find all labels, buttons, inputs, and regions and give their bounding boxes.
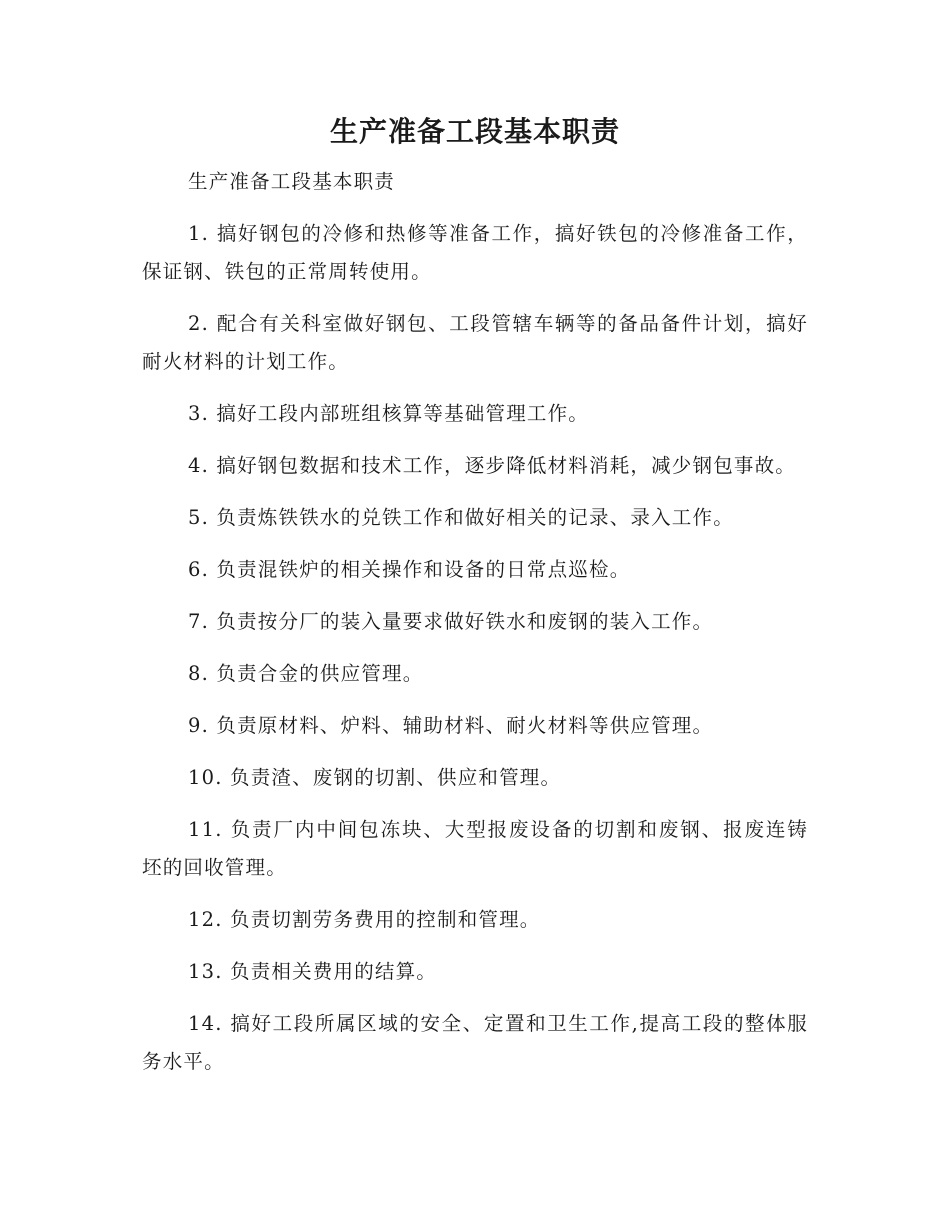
- document-body: [142, 163, 808, 1095]
- document-title: 生产准备工段基本职责: [329, 115, 620, 148]
- duty-item-12: 12. 负责切割劳务费用的控制和管理。: [188, 908, 541, 931]
- document-subtitle: 生产准备工段基本职责: [188, 170, 396, 193]
- duty-item-8: 8. 负责合金的供应管理。: [188, 662, 424, 685]
- duty-item-4: 4. 搞好钢包数据和技术工作，逐步降低材料消耗，减少钢包事故。: [188, 454, 797, 477]
- duty-item-14: 14. 搞好工段所属区域的安全、定置和卫生工作,提高工段的整体服务水平。: [142, 1012, 808, 1073]
- duty-item-6: 6. 负责混铁炉的相关操作和设备的日常点巡检。: [188, 558, 631, 581]
- duty-item-3: 3. 搞好工段内部班组核算等基础管理工作。: [188, 402, 590, 425]
- duty-item-1: 1. 搞好钢包的冷修和热修等准备工作，搞好铁包的冷修准备工作，保证钢、铁包的正常周转使用。: [142, 222, 808, 283]
- duty-item-9: 9. 负责原材料、炉料、辅助材料、耐火材料等供应管理。: [188, 714, 714, 737]
- duty-item-5: 5. 负责炼铁铁水的兑铁工作和做好相关的记录、录入工作。: [188, 506, 734, 529]
- duty-item-7: 7. 负责按分厂的装入量要求做好铁水和废钢的装入工作。: [188, 610, 714, 633]
- duty-item-2: 2. 配合有关科室做好钢包、工段管辖车辆等的备品备件计划，搞好耐火材料的计划工作。: [142, 312, 808, 373]
- duty-item-11: 11. 负责厂内中间包冻块、大型报废设备的切割和废钢、报废连铸坯的回收管理。: [142, 818, 808, 879]
- duty-item-13: 13. 负责相关费用的结算。: [188, 960, 438, 983]
- duty-item-10: 10. 负责渣、废钢的切割、供应和管理。: [188, 766, 562, 789]
